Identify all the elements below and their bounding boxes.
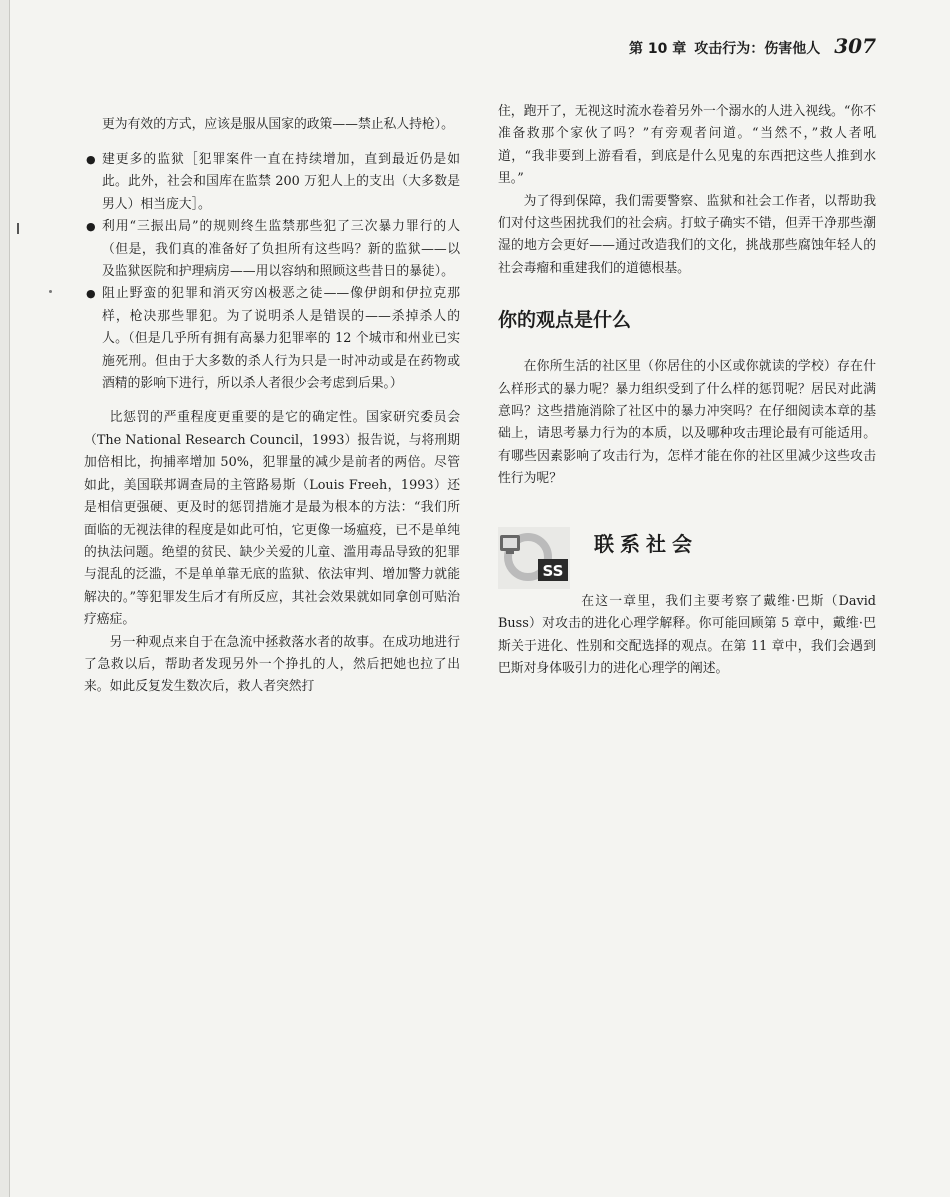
section-paragraph: 在你所生活的社区里（你居住的小区或你就读的学校）存在什么样形式的暴力呢？暴力组织受到了什么样的惩罚呢？居民对此满意吗？这些措施消除了社区中的暴力冲突吗？在仔细阅读本章的基础上，请思考暴力行为的本质，以及哪种攻击理论最有可能适用。有哪些因素影响了攻击行为，怎样才能在你的社区里减少这些攻击性行为呢？: [498, 359, 876, 487]
chapter-label: 第 10 章: [629, 41, 687, 57]
connect-section-header: [498, 527, 876, 591]
bullet-text: 利用“三振出局”的规则终生监禁那些犯了三次暴力罪行的人（但是，我们真的准备好了负担所有这些吗？新的监狱——以及监狱医院和护理病房——用以容纳和照顾这些昔日的暴徒）。: [102, 219, 460, 280]
body-paragraph: 另一种观点来自于在急流中拯救落水者的故事。在成功地进行了急救以后，帮助者发现另外一个挣扎的人，然后把她也拉了出来。如此反复发生数次后，救人者突然打: [84, 634, 460, 695]
bullet-icon: ●: [86, 153, 96, 166]
scan-mark: [17, 223, 19, 234]
page-number: 307: [834, 34, 876, 58]
section-heading: 你的观点是什么: [498, 309, 632, 332]
body-paragraph: 住，跑开了，无视这时流水卷着另外一个溺水的人进入视线。“你不准备救那个家伙了吗？”有旁观者问道。“当然不，”救人者吼道，“我非要到上游看看，到底是什么见鬼的东西把这些人推到水里。”: [498, 104, 876, 187]
bullet-icon: ●: [86, 220, 96, 234]
logo-text: SS: [542, 561, 564, 580]
page-binding-edge: [9, 0, 10, 1197]
running-header: [629, 34, 876, 58]
bullet-text: 建更多的监狱［犯罪案件一直在持续增加，直到最近仍是如此。此外，社会和国库在监禁 200 万犯人上的支出（大多数是男人）相当庞大］。: [102, 152, 460, 212]
page-binding-shadow: [0, 0, 9, 1197]
bullet-item: [84, 149, 460, 216]
body-paragraph: 为了得到保障，我们需要警察、监狱和社会工作者，以帮助我们对付这些困扰我们的社会病。打蚊子确实不错，但弄干净那些潮湿的地方会更好——通过改造我们的文化，挑战那些腐蚀年轻人的社会毒瘤和重建我们的道德根基。: [498, 193, 876, 276]
left-column: [84, 101, 460, 699]
body-paragraph: 比惩罚的严重程度更重要的是它的确定性。国家研究委员会（The National Research Council，1993）报告说，与将刑期加倍相比，拘捕率增加 50%，犯罪量的减少是前者的两倍。尽管如此，美国联邦调查局的主管路易斯（Louis Freeh，1993）还是相信更强硬、更及时的惩罚措施才是最为根本的方法：“我们所面临的无视法律的程度是如此可怕，它更像一场瘟疫，已不是单纯的执法问题。绝望的贫民、缺少关爱的儿童、滥用毒品导致的犯罪与混乱的泛滥，不是单单靠无底的监狱、依法审判、增加警力就能解决的。”等犯罪发生后才有所反应，其社会效果就如同拿创可贴治疗癌症。: [84, 410, 460, 628]
connect-paragraph: 在这一章里，我们主要考察了戴维·巴斯（David Buss）对攻击的进化心理学解释。你可能回顾第 5 章中，戴维·巴斯关于进化、性别和交配选择的观点。在第 11 章中，我们会遇到巴斯对身体吸引力的进化心理学的阐述。: [498, 593, 876, 676]
bullet-continuation: 更为有效的方式，应该是服从国家的政策——禁止私人持枪）。: [102, 116, 454, 132]
bullet-icon: ●: [86, 287, 96, 301]
scan-dot: [49, 290, 52, 293]
bullet-list: [84, 149, 460, 395]
right-column: [498, 101, 876, 680]
bullet-text: 阻止野蛮的犯罪和消灭穷凶极恶之徒——像伊朗和伊拉克那样，枪决那些罪犯。为了说明杀人是错误的——杀掉杀人的人。（但是几乎所有拥有高暴力犯罪率的 12 个城市和州业已实施死刑。但由于大多数的杀人行为只是一时冲动或是在药物或酒精的影响下进行，所以杀人者很少会考虑到后果。）: [102, 286, 460, 392]
bullet-item: [84, 283, 460, 395]
bullet-item: [84, 216, 460, 283]
social-connection-logo-icon: [498, 527, 570, 589]
connect-heading: 联系社会: [594, 531, 698, 556]
chapter-title: 攻击行为：伤害他人: [694, 41, 821, 57]
